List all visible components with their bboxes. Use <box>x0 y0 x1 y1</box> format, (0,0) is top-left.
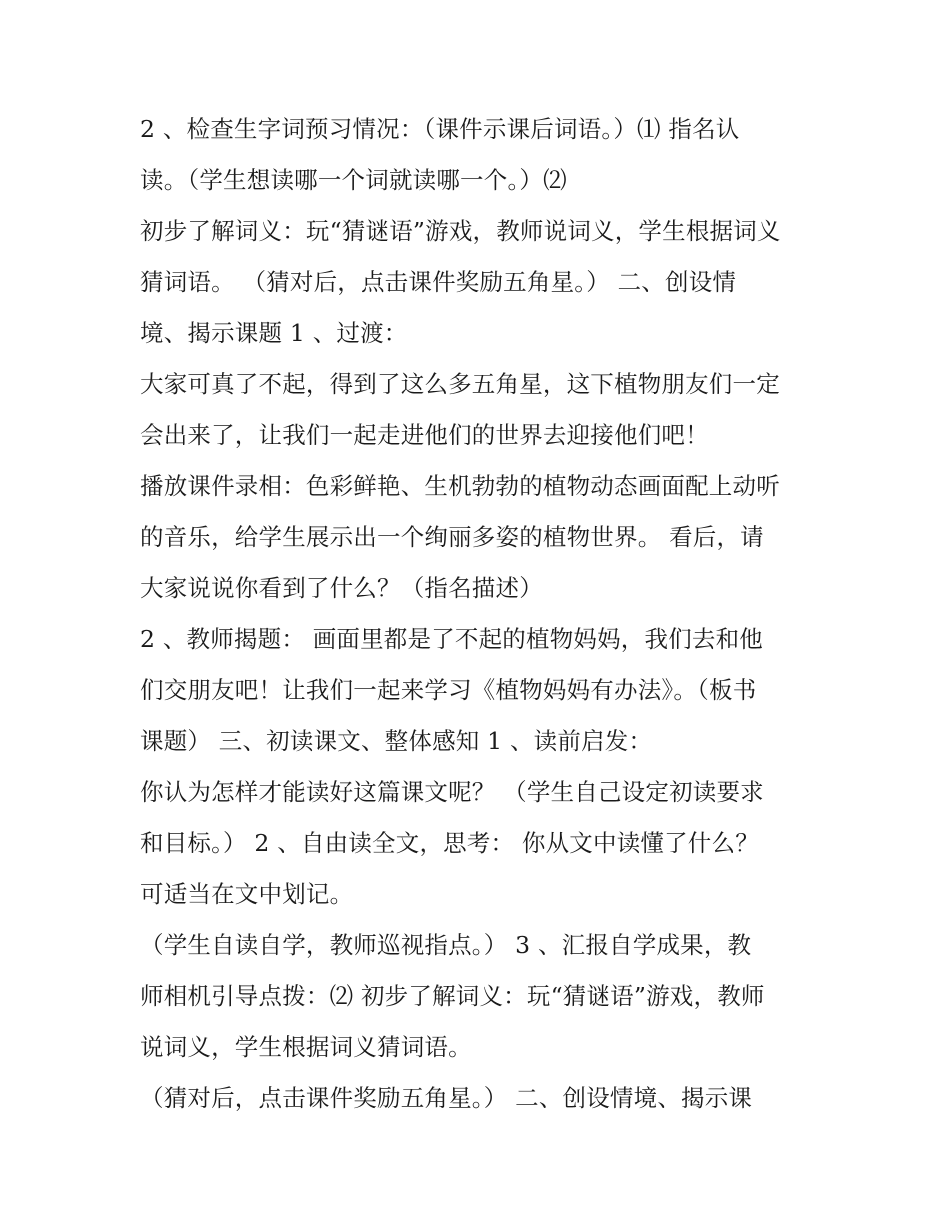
text-line-19: 说词义，学生根据词义猜词语。 <box>140 1033 472 1061</box>
text-line-4: 猜词语。 （猜对后，点击课件奖励五角星。） 二、创设情 <box>140 268 737 296</box>
text-line-1: 2 、检查生字词预习情况：（课件示课后词语。）⑴ 指名认 <box>140 115 740 143</box>
text-line-15: 和目标。） 2 、自由读全文，思考： 你从文中读懂了什么？ <box>140 829 759 857</box>
text-line-6: 大家可真了不起，得到了这么多五角星，这下植物朋友们一定 <box>140 370 780 398</box>
text-line-8: 播放课件录相：色彩鲜艳、生机勃勃的植物动态画面配上动听 <box>140 472 780 500</box>
text-line-14: 你认为怎样才能读好这篇课文呢？ （学生自己设定初读要求 <box>140 778 764 806</box>
text-line-20: （猜对后，点击课件奖励五角星。） 二、创设情境、揭示课 <box>140 1084 753 1112</box>
text-line-13: 课题） 三、初读课文、整体感知 1 、读前启发： <box>140 727 653 755</box>
text-line-2: 读。（学生想读哪一个词就读哪一个。）⑵ <box>140 166 567 194</box>
text-line-16: 可适当在文中划记。 <box>140 880 354 908</box>
text-line-9: 的音乐，给学生展示出一个绚丽多姿的植物世界。 看后，请 <box>140 523 764 551</box>
text-line-7: 会出来了，让我们一起走进他们的世界去迎接他们吧！ <box>140 421 709 449</box>
text-line-11: 2 、教师揭题： 画面里都是了不起的植物妈妈，我们去和他 <box>140 625 763 653</box>
body-text <box>140 104 830 1124</box>
text-line-10: 大家说说你看到了什么？（指名描述） <box>140 574 543 602</box>
text-line-5: 境、揭示课题 1 、过渡： <box>140 319 408 347</box>
text-line-18: 师相机引导点拨：⑵ 初步了解词义：玩“猜谜语”游戏，教师 <box>140 982 765 1010</box>
text-line-3: 初步了解词义：玩“猜谜语”游戏，教师说词义，学生根据词义 <box>140 217 781 245</box>
text-line-17: （学生自读自学，教师巡视指点。） 3 、汇报自学成果，教 <box>140 931 752 959</box>
text-line-12: 们交朋友吧！让我们一起来学习《植物妈妈有办法》。（板书 <box>140 676 757 704</box>
